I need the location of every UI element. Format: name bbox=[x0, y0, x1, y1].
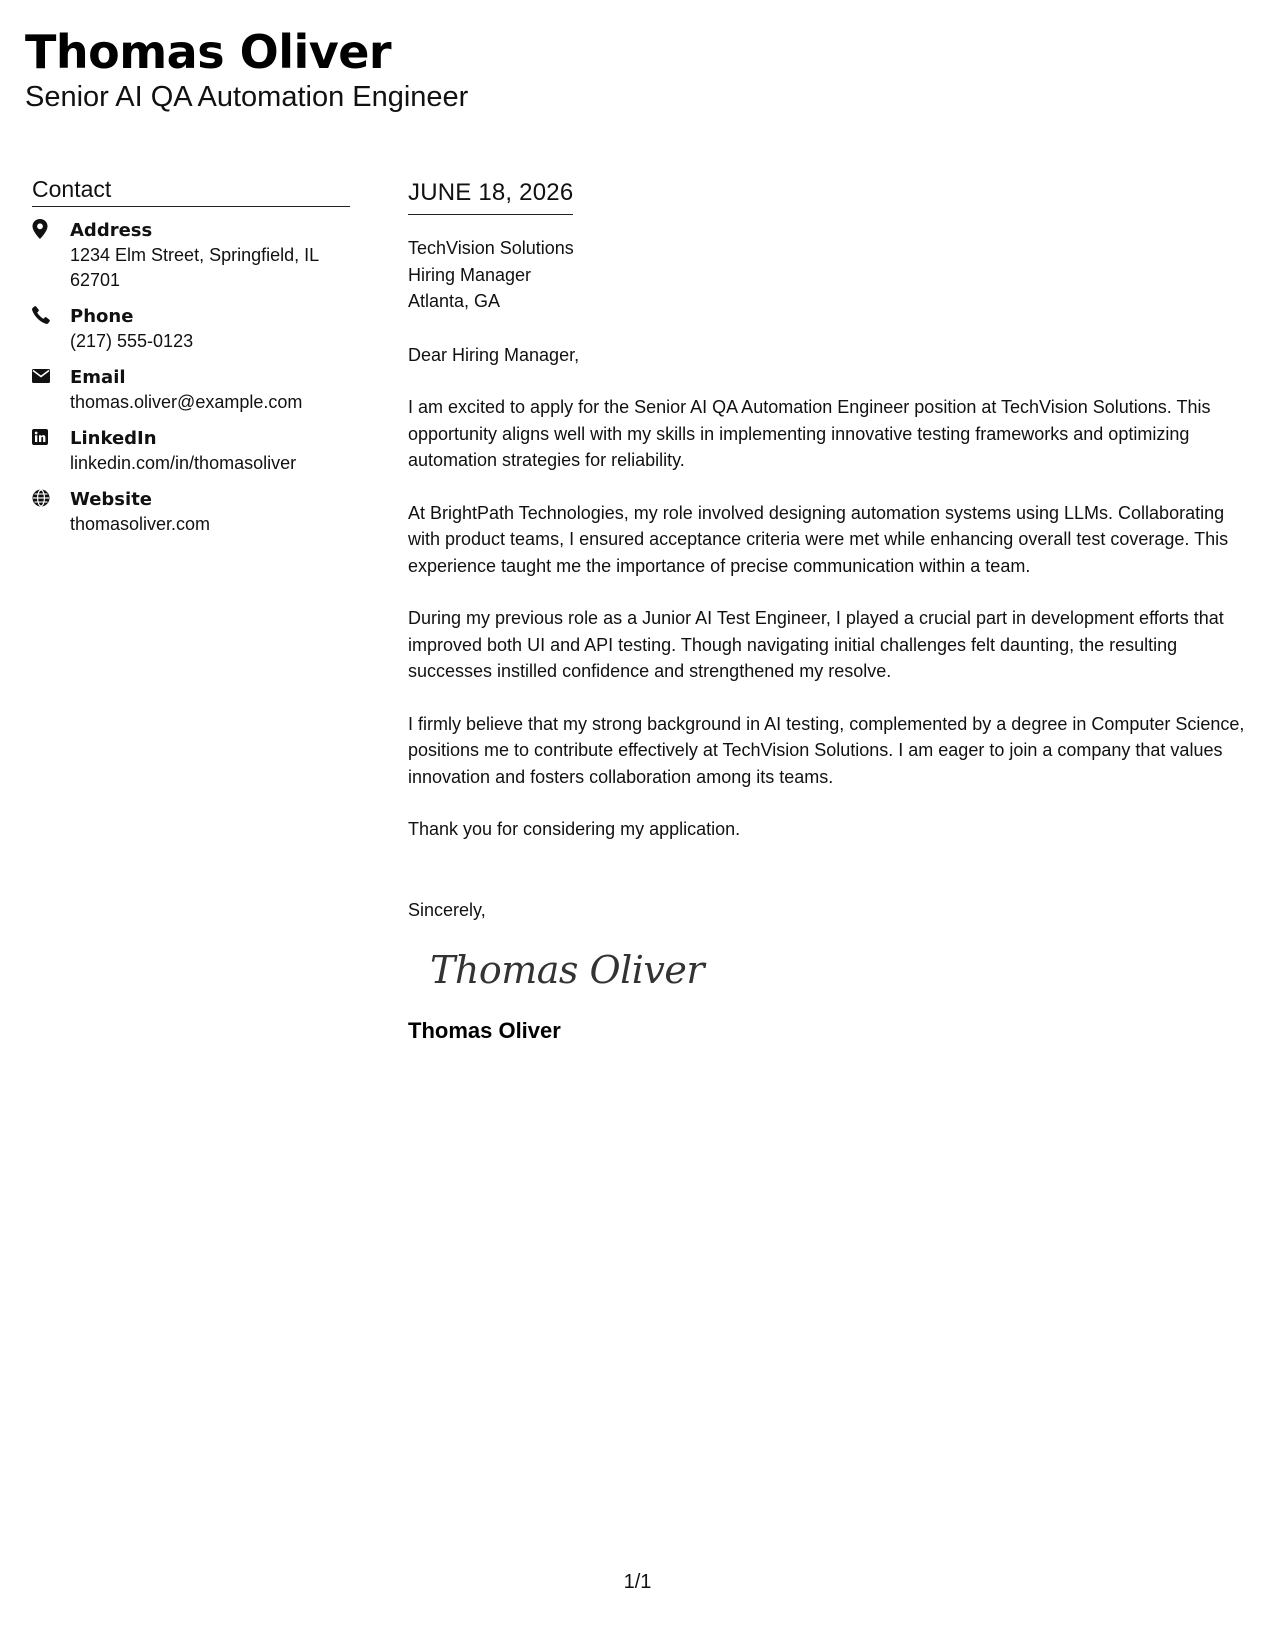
website-value: thomasoliver.com bbox=[70, 514, 211, 534]
email-label: Email bbox=[70, 367, 126, 388]
letter-paragraph-1: I am excited to apply for the Senior AI QA Automation Engineer position at TechVision Solutions. This opportunity aligns well with my skills in implementing innovative testing frameworks and optimizing automation strategies for reliability. bbox=[408, 397, 1211, 470]
location-pin-icon bbox=[32, 219, 70, 239]
closing: Sincerely, bbox=[408, 899, 486, 920]
applicant-name: Thomas Oliver bbox=[25, 25, 392, 79]
recipient-block bbox=[408, 235, 1248, 315]
globe-icon bbox=[32, 488, 70, 508]
resume-header bbox=[25, 24, 468, 114]
phone-icon bbox=[32, 305, 70, 325]
linkedin-icon bbox=[32, 427, 70, 447]
phone-value: (217) 555-0123 bbox=[70, 331, 194, 351]
envelope-icon bbox=[32, 366, 70, 386]
contact-item-website bbox=[32, 488, 350, 537]
contact-sidebar bbox=[32, 174, 350, 549]
handwritten-signature: Thomas Oliver bbox=[430, 948, 705, 992]
phone-label: Phone bbox=[70, 306, 134, 327]
address-value: 1234 Elm Street, Springfield, IL 62701 bbox=[70, 245, 319, 290]
signed-name: Thomas Oliver bbox=[408, 1018, 561, 1043]
linkedin-label: LinkedIn bbox=[70, 428, 157, 449]
letter-paragraph-5: Thank you for considering my application. bbox=[408, 819, 741, 839]
linkedin-value: linkedin.com/in/thomasoliver bbox=[70, 453, 297, 473]
cover-letter-body bbox=[408, 178, 1248, 1045]
applicant-job-title: Senior AI QA Automation Engineer bbox=[25, 81, 469, 113]
contact-item-linkedin bbox=[32, 427, 350, 476]
recipient-role: Hiring Manager bbox=[408, 264, 532, 285]
contact-item-email bbox=[32, 366, 350, 415]
contact-item-phone bbox=[32, 305, 350, 354]
email-value: thomas.oliver@example.com bbox=[70, 392, 303, 412]
recipient-company: TechVision Solutions bbox=[408, 238, 574, 258]
letter-date: JUNE 18, 2026 bbox=[408, 178, 573, 215]
salutation: Dear Hiring Manager, bbox=[408, 344, 580, 365]
page-number: 1/1 bbox=[623, 1571, 652, 1593]
letter-paragraph-4: I firmly believe that my strong background in AI testing, complemented by a degree in Computer Science, positions me to contribute effectively at TechVision Solutions. I am eager to join a company that values innovation and fosters collaboration among its teams. bbox=[408, 713, 1245, 787]
recipient-location: Atlanta, GA bbox=[408, 291, 501, 311]
contact-heading: Contact bbox=[32, 174, 350, 207]
website-label: Website bbox=[70, 489, 153, 510]
letter-paragraph-3: During my previous role as a Junior AI Test Engineer, I played a crucial part in development efforts that improved both UI and API testing. Though navigating initial challenges felt daunting, the resulting successes instilled confidence and strengthened my resolve. bbox=[408, 608, 1224, 681]
contact-item-address bbox=[32, 219, 350, 293]
letter-paragraph-2: At BrightPath Technologies, my role involved designing automation systems using LLMs. Collaborating with product teams, I ensured acceptance criteria were met while enhancing overall test coverage. This experience taught me the importance of precise communication within a team. bbox=[408, 502, 1229, 576]
address-label: Address bbox=[70, 220, 153, 241]
